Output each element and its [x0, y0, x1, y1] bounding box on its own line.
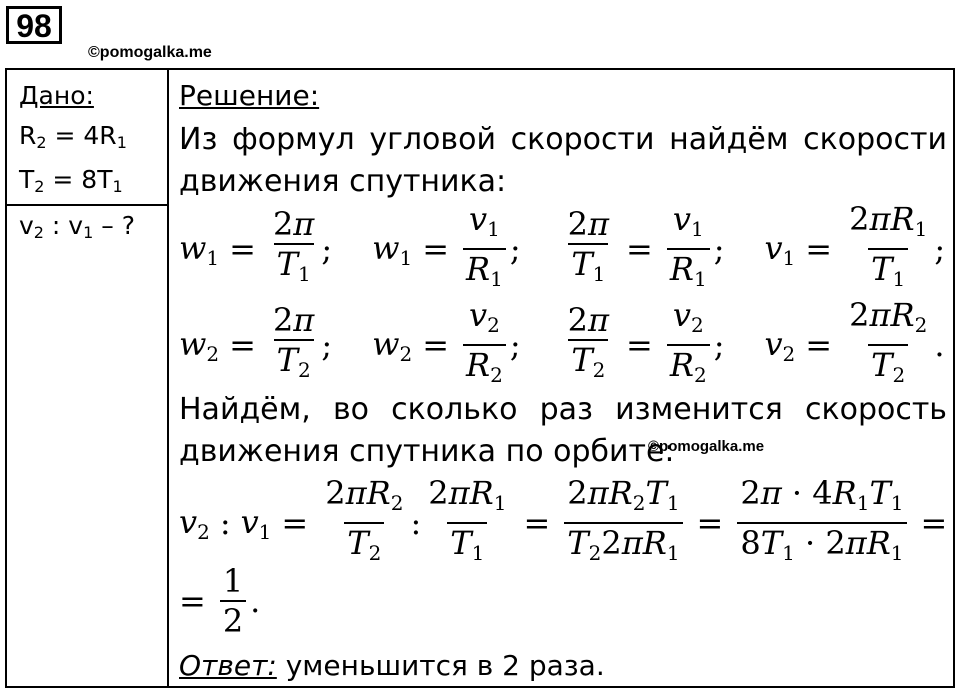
- formula-result: = $\frac{1}{2}$ .: [179, 562, 261, 640]
- watermark-top: ©pomogalka.me: [88, 44, 212, 61]
- answer-line: [179, 648, 605, 684]
- mid-line-2: движения спутника по орбите:: [179, 434, 675, 469]
- find-item: $v_2$ : $v_1$ – ?: [19, 211, 135, 242]
- watermark-middle: ©pomogalka.me: [648, 438, 765, 455]
- given-item-period: $T_2 = 8T_1$: [19, 165, 123, 196]
- answer-text: уменьшится в 2 раза.: [276, 649, 605, 682]
- given-item-radius: $R_2 = 4R_1$: [19, 121, 127, 152]
- solution-table: [5, 68, 955, 688]
- intro-line-2: движения спутника:: [179, 164, 507, 199]
- formula-row-2: $w_2$ = $\frac{2\pi}{T_2}$ ; $w_2$ = $\frac{v_2}{R_2}$ ; $\frac{2\pi}{T_2}$ = $\frac{v_2}{R_2}$ ; $v_2$ = $\frac{2\pi R_2}{T_2}$ .: [179, 298, 944, 392]
- answer-label: Ответ:: [179, 649, 277, 682]
- formula-row-1: $w_1$ = $\frac{2\pi}{T_1}$ ; $w_1$ = $\frac{v_1}{R_1}$ ; $\frac{2\pi}{T_1}$ = $\frac{v_1}{R_1}$ ; $v_1$ = $\frac{2\pi R_1}{T_1}$ ;: [179, 202, 945, 296]
- mid-line-1: Найдём, во сколько раз изменится скорость: [179, 392, 947, 427]
- solution-title: Решение:: [179, 79, 320, 112]
- given-label: Дано:: [19, 81, 94, 110]
- problem-number: 98: [6, 6, 62, 44]
- column-divider: [167, 70, 169, 686]
- intro-line-1: Из формул угловой скорости найдём скорости: [179, 122, 947, 157]
- formula-ratio: $v_2$ : $v_1$ = $\frac{2\pi R_2}{T_2}$ : $\frac{2\pi R_1}{T_1}$ = $\frac{2\pi R_2T_1}{T_22\pi R_1}$ = $\frac{2\pi \cdot 4R_1T_1}{8T_1 \cdot 2\pi R_1}$ =: [179, 476, 957, 570]
